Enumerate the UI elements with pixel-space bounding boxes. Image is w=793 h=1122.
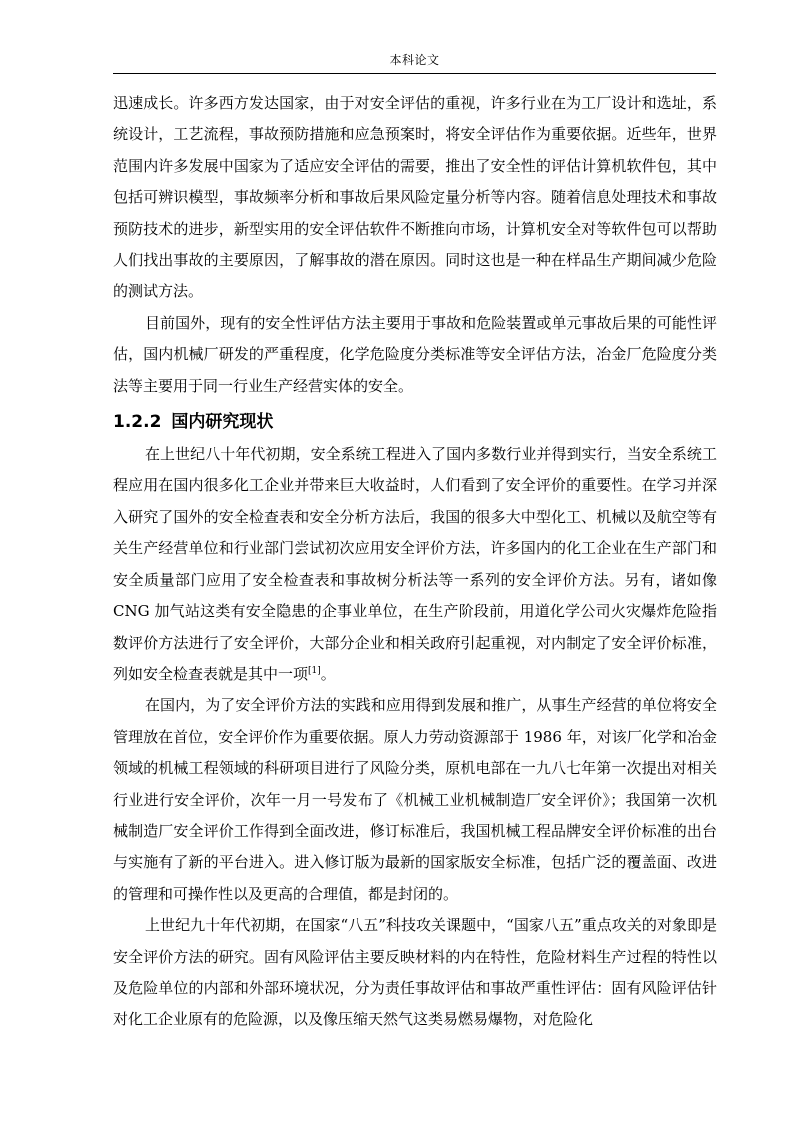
paragraph-foreign-methods: 目前国外，现有的安全性评估方法主要用于事故和危险装置或单元事故后果的可能性评估，国内机械厂研发的严重程度，化学危险度分类标准等安全评估方法，冶金厂危险度分类法等主要用于同一行业生产经营实体的安全。	[113, 313, 717, 395]
citation-reference: [1]	[308, 665, 321, 676]
section-number: 1.2.2	[113, 412, 162, 433]
page-header: 本科论文	[389, 53, 440, 67]
paragraph-domestic-history-end: 。	[320, 664, 336, 683]
paragraph-domestic-standards: 在国内，为了安全评价方法的实践和应用得到发展和推广，从事生产经营的单位将安全管理放在首位，安全评价作为重要依据。原人力劳动资源部于 1986 年，对该厂化学和冶金领域的机械工程领域的科研项目进行了风险分类，原机电部在一九八七年第一次提出对相关行业进行安全评价，次年一月一号发布了《机械工业机械制造厂安全评价》；我国第一次机械制造厂安全评价工作得到全面改进，修订标准后，我国机械工程品牌安全评价标准的出台与实施有了新的平台进入。进入修订版为最新的国家版安全标准，包括广泛的覆盖面、改进的管理和可操作性以及更高的合理值，都是封闭的。	[113, 696, 717, 903]
paragraph-domestic-history-text: 在上世纪八十年代初期，安全系统工程进入了国内多数行业并得到实行，当安全系统工程应用在国内很多化工企业并带来巨大收益时，人们看到了安全评价的重要性。在学习并深入研究了国外的安全检查表和安全分析方法后，我国的很多大中型化工、机械以及航空等有关生产经营单位和行业部门尝试初次应用安全评价方法，许多国内的化工企业在生产部门和安全质量部门应用了安全检查表和事故树分析法等一系列的安全评价方法。另有，诸如像 CNG 加气站这类有安全隐患的企事业单位，在生产阶段前，用道化学公司火灾爆炸危险指数评价方法进行了安全评价，大部分企业和相关政府引起重视，对内制定了安全评价标准，列如安全检查表就是其中一项	[113, 445, 717, 683]
paragraph-domestic-history	[113, 439, 717, 690]
header-divider	[113, 73, 716, 74]
section-title: 国内研究现状	[171, 412, 274, 433]
paragraph-continued: 迅速成长。许多西方发达国家，由于对安全评估的重视，许多行业在为工厂设计和选址，系统设计，工艺流程，事故预防措施和应急预案时，将安全评估作为重要依据。近些年，世界范围内许多发展中国家为了适应安全评估的需要，推出了安全性的评估计算机软件包，其中包括可辨识模型，事故频率分析和事故后果风险定量分析等内容。随着信息处理技术和事故预防技术的进步，新型实用的安全评估软件不断推向市场，计算机安全对等软件包可以帮助人们找出事故的主要原因，了解事故的潜在原因。同时这也是一种在样品生产期间减少危险的测试方法。	[113, 94, 717, 301]
paragraph-nineties-research: 上世纪九十年代初期，在国家“八五”科技攻关课题中，“国家八五”重点攻关的对象即是安全评价方法的研究。固有风险评估主要反映材料的内在特性，危险材料生产过程的特性以及危险单位的内部和外部环境状况，分为责任事故评估和事故严重性评估：固有风险评估针对化工企业原有的危险源，以及像压缩天然气这类易燃易爆物，对危险化	[113, 916, 717, 1029]
section-heading	[113, 406, 717, 438]
thesis-body	[113, 88, 717, 1036]
